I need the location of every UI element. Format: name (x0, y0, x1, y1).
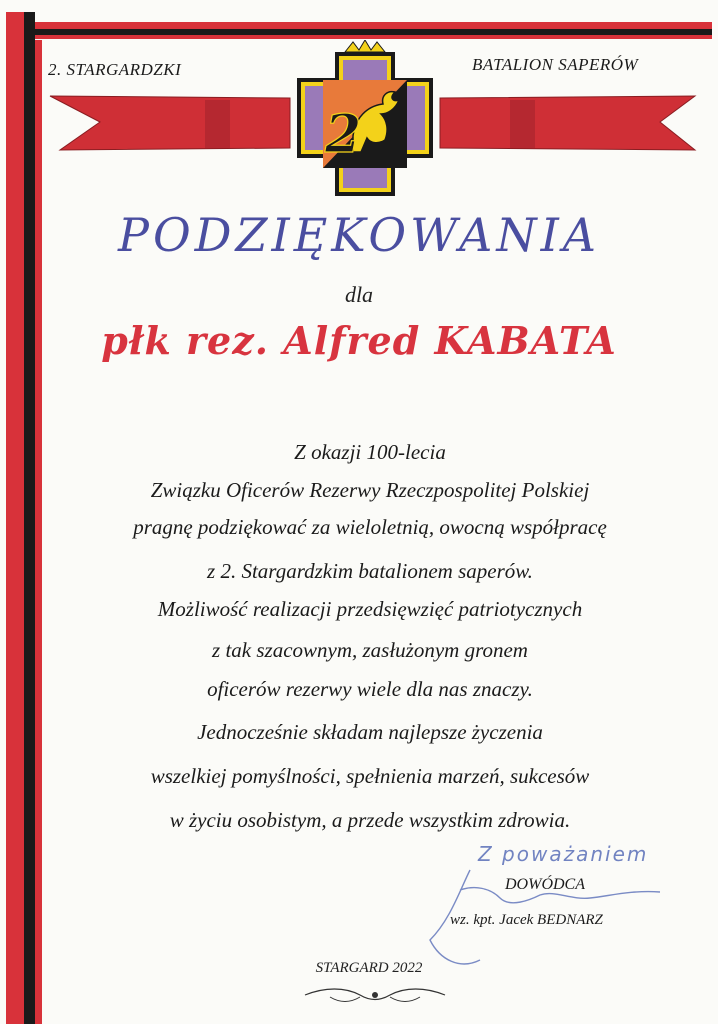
page-title: PODZIĘKOWANIA (118, 208, 600, 262)
ribbon-fold-left (205, 100, 230, 148)
signature-name: wz. kpt. Jacek BEDNARZ (450, 912, 603, 928)
footer-place-date: STARGARD 2022 (315, 960, 423, 976)
header-right: BATALION SAPERÓW (472, 55, 639, 74)
handwritten-note: Z poważaniem (478, 842, 649, 866)
battalion-emblem (283, 40, 447, 208)
body-line-4: z 2. Stargardzkim batalionem saperów. (207, 559, 533, 583)
body-line-8: Jednocześnie składam najlepsze życzenia (197, 720, 543, 744)
body-line-1: Z okazji 100-lecia (294, 440, 446, 464)
crown-icon (345, 40, 385, 52)
for-word: dla (344, 282, 374, 307)
body-line-9: wszelkiej pomyślności, spełnienia marzeń, sukcesów (150, 764, 590, 788)
ribbon-fold-right (510, 100, 535, 148)
frame-left-stripe-red (6, 12, 24, 1024)
emblem-numeral-icon: 2 (325, 104, 362, 165)
header-left: 2. STARGARDZKI (48, 60, 182, 79)
frame-top-stripe-red (6, 22, 712, 29)
ribbon-left (50, 96, 290, 150)
ribbon-right (440, 96, 695, 150)
body-line-5: Możliwość realizacji przedsięwzięć patriotycznych (157, 597, 583, 621)
frame-left-stripe-black (24, 12, 35, 1024)
body-line-3: pragnę podziękować za wieloletnią, owocną współpracę (133, 515, 607, 539)
signature-title: DOWÓDCA (505, 876, 585, 893)
body-line-6: z tak szacownym, zasłużonym gronem (212, 638, 528, 662)
body-line-10: w życiu osobistym, a przede wszystkim zdrowia. (169, 808, 571, 832)
frame-top-stripe-red-2 (6, 35, 712, 39)
ornament-divider (300, 983, 450, 1007)
body-line-7: oficerów rezerwy wiele dla nas znaczy. (207, 677, 533, 701)
recipient-name: płk rez. Alfred KABATA (101, 318, 617, 363)
body-line-2: Związku Oficerów Rezerwy Rzeczpospolitej Polskiej (150, 478, 590, 502)
